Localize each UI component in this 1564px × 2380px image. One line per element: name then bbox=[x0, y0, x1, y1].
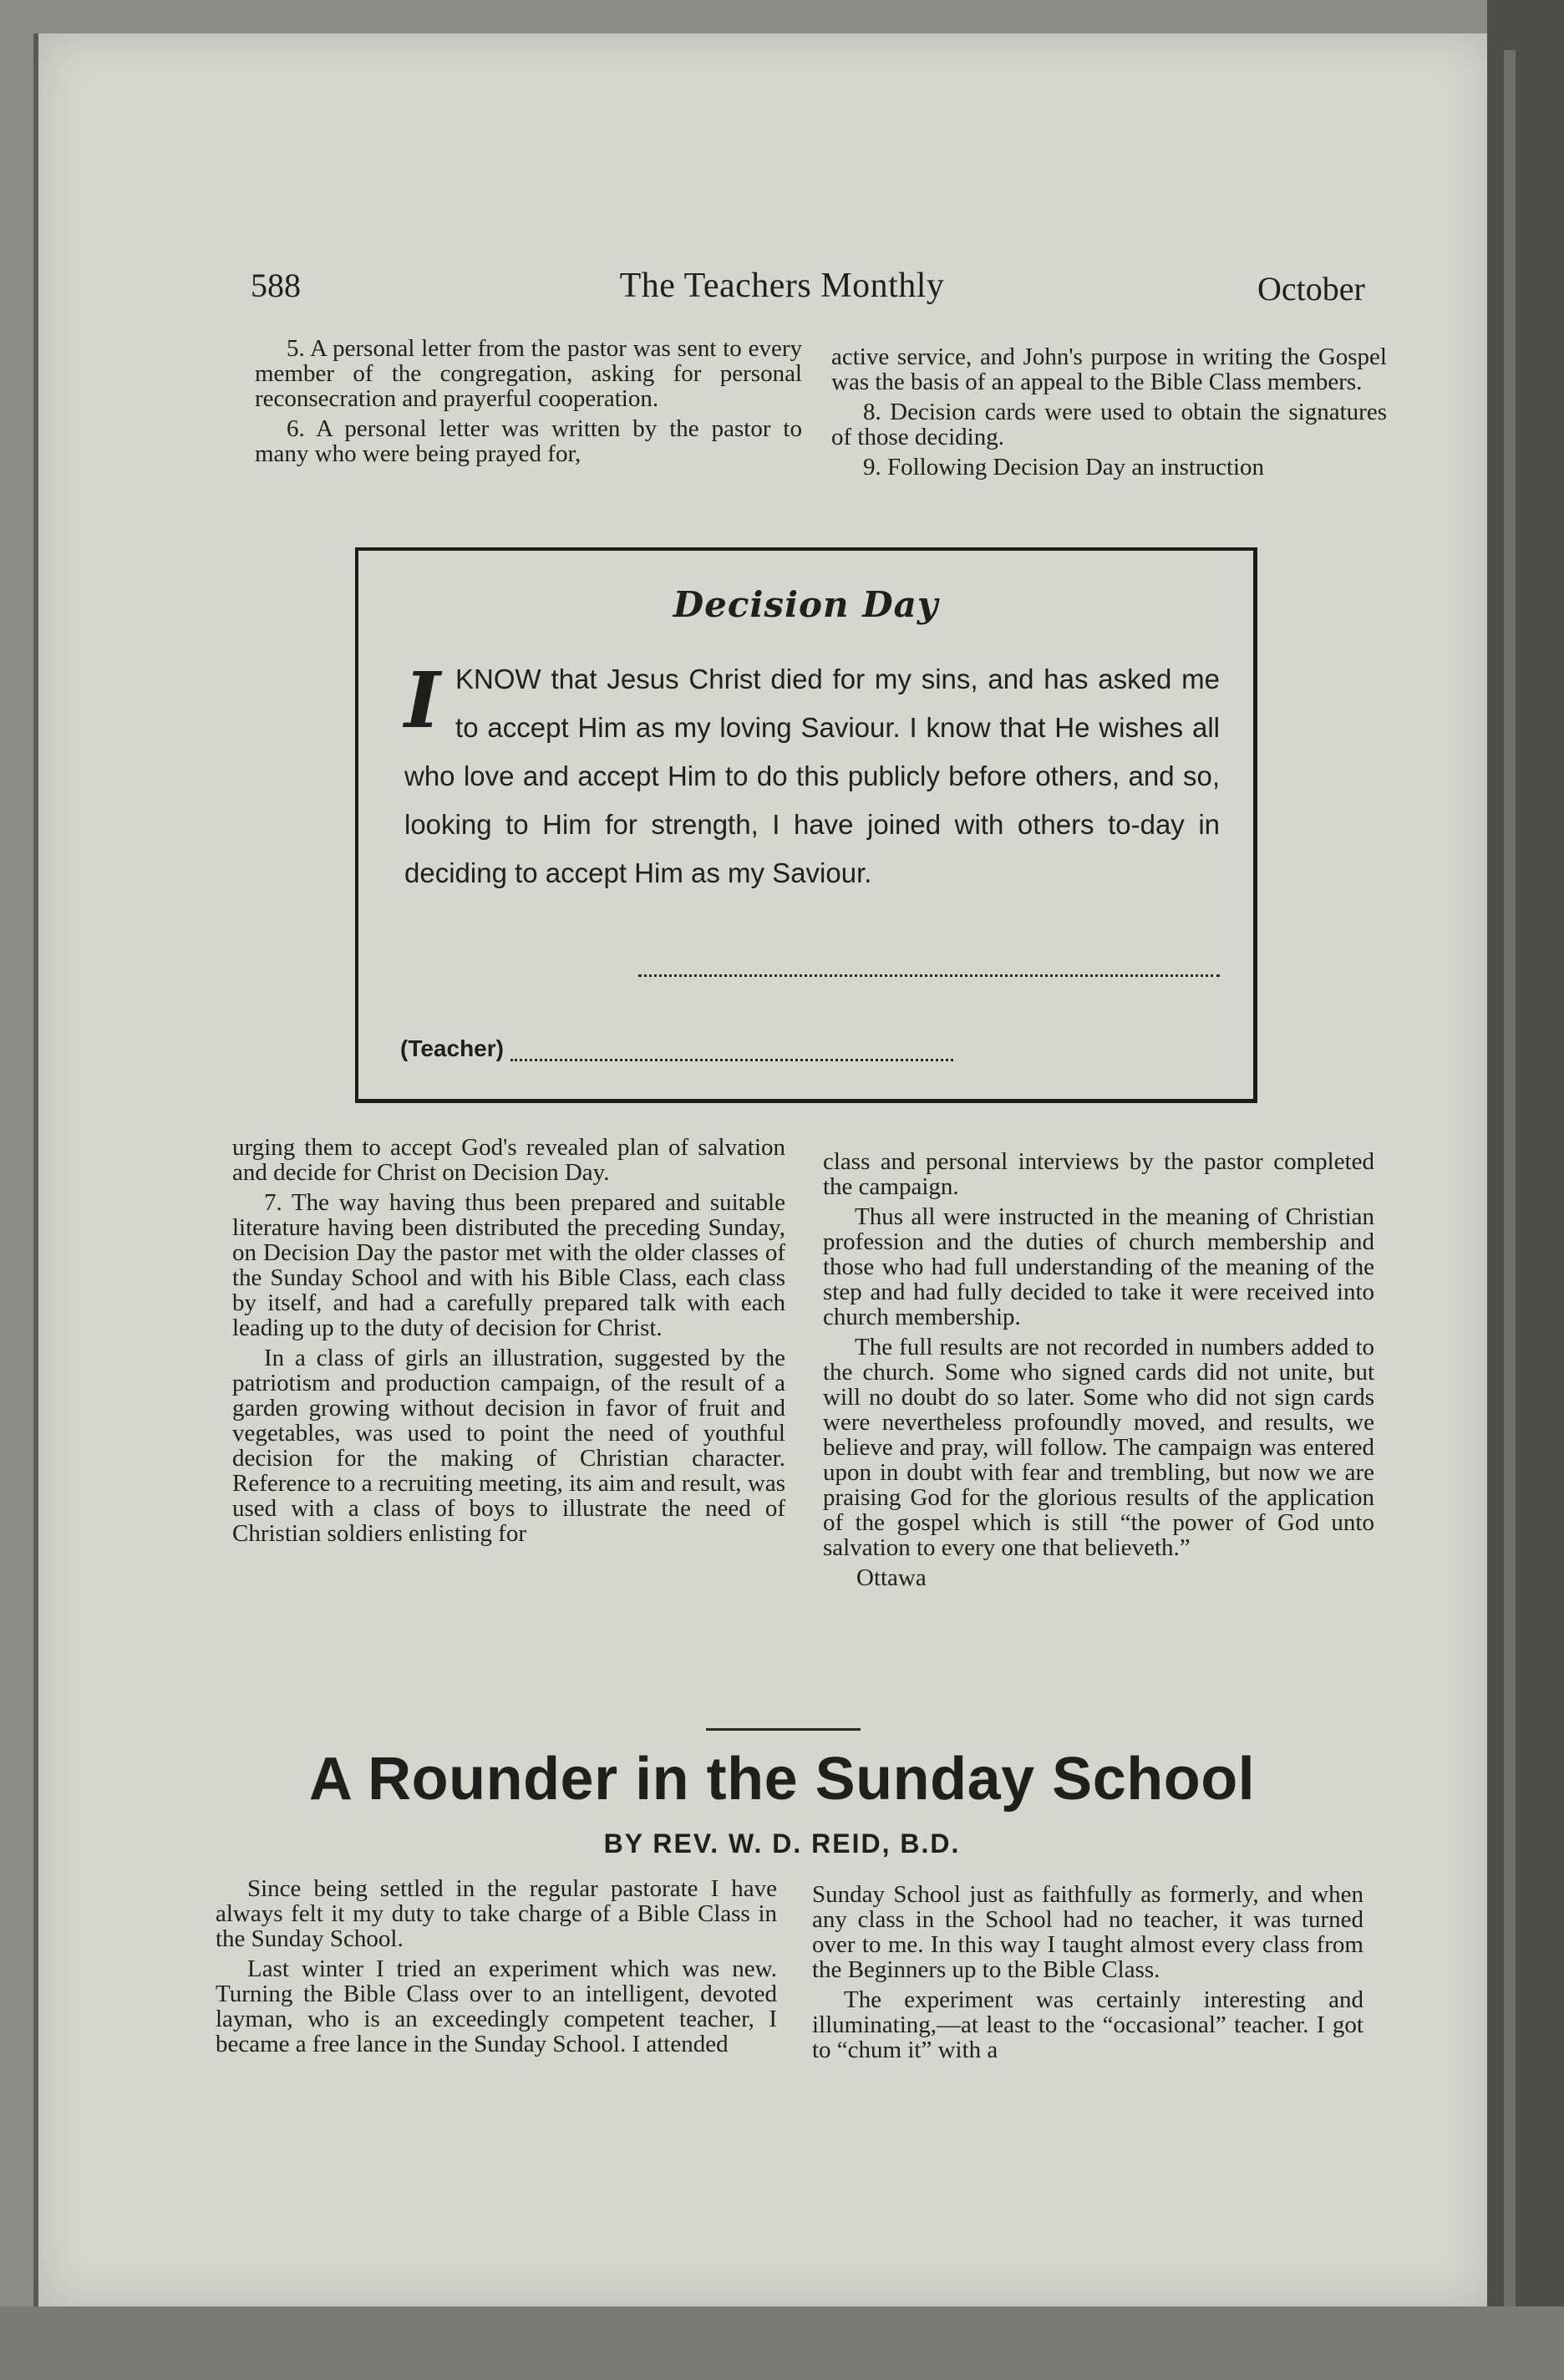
place-signoff: Ottawa bbox=[856, 1564, 927, 1591]
teacher-label: (Teacher) bbox=[400, 1035, 504, 1061]
paragraph: Since being settled in the regular pastorate I have always felt it my duty to take charge of a Bible Class in the Sunday School. bbox=[216, 1875, 777, 1952]
card-title: Decision Day bbox=[673, 584, 939, 625]
paragraph: active service, and John's purpose in writing the Gospel was the basis of an appeal to the Bible Class members. bbox=[831, 343, 1387, 395]
top-right-column bbox=[831, 344, 1387, 485]
running-header bbox=[0, 266, 1564, 316]
paragraph: class and personal interviews by the pastor completed the campaign. bbox=[823, 1148, 1374, 1200]
paragraph: 7. The way having thus been prepared and suitable literature having been distributed the preceding Sunday, on Decision Day the pastor met with the older classes of the Sunday School and with his Bible Class, each class by itself, and had a carefully prepared talk with each leading up to the duty of decision for Christ. bbox=[232, 1189, 785, 1341]
paragraph: 6. A personal letter was written by the pastor to many who were being prayed for, bbox=[255, 415, 802, 467]
article-title: A Rounder in the Sunday School bbox=[308, 1746, 1256, 1813]
paragraph: Thus all were instructed in the meaning of Christian profession and the duties of church membership and those who had full understanding of the meaning of the step and had fully decided to take it were received into church membership. bbox=[823, 1203, 1374, 1330]
paragraph: Sunday School just as faithfully as formerly, and when any class in the School had no teacher, it was turned over to me. In this way I taught almost every class from the Beginners up to the Bible Class. bbox=[812, 1881, 1363, 1983]
middle-left-column bbox=[232, 1135, 785, 1551]
bottom-left-column bbox=[216, 1876, 777, 2062]
bottom-right-column bbox=[812, 1882, 1363, 2067]
scan-bottom-margin bbox=[0, 2306, 1564, 2380]
paragraph: The experiment was certainly interesting and illuminating,—at least to the “occasional” teacher. I got to “chum it” with a bbox=[812, 1986, 1363, 2063]
top-left-column bbox=[255, 336, 802, 471]
paragraph: 8. Decision cards were used to obtain the signatures of those deciding. bbox=[831, 399, 1387, 450]
section-divider bbox=[706, 1728, 861, 1731]
page-binding-edge bbox=[1487, 0, 1564, 2380]
paragraph: The full results are not recorded in numbers added to the church. Some who signed cards did not unite, but will no doubt do so later. Some who did not sign cards were nevertheless profoundly moved, and results, we believe and pray, will follow. The campaign was entered upon in doubt with fear and trembling, but now we are praising God for the glorious results of the application of the gospel which is still “the power of God unto salvation to every one that believeth.” bbox=[823, 1334, 1374, 1561]
decision-card bbox=[355, 547, 1257, 1103]
teacher-signature-line bbox=[510, 1059, 953, 1061]
paragraph: 9. Following Decision Day an instruction bbox=[863, 454, 1265, 481]
publication-title: The Teachers Monthly bbox=[619, 267, 945, 305]
paragraph: In a class of girls an illustration, suggested by the patriotism and production campaign, of the result of a garden growing without decision in favor of fruit and vegetables, was used to point the need of youthful decision for the making of Christian character. Reference to a recruiting meeting, its aim and result, was used with a class of boys to illustrate the need of Christian soldiers enlisting for bbox=[232, 1345, 785, 1547]
article-byline: BY REV. W. D. REID, B.D. bbox=[603, 1828, 961, 1859]
binding-strip bbox=[1504, 50, 1516, 2306]
card-pledge-text bbox=[404, 655, 1220, 898]
middle-right-column bbox=[823, 1149, 1374, 1595]
signature-line bbox=[638, 973, 1220, 977]
page-number: 588 bbox=[251, 267, 301, 304]
paragraph: 5. A personal letter from the pastor was sent to every member of the congregation, asking for personal reconsecration and prayerful cooperation. bbox=[255, 335, 802, 412]
paragraph: Last winter I tried an experiment which was new. Turning the Bible Class over to an intelligent, devoted layman, who is an exceedingly competent teacher, I became a free lance in the Sunday School. I attended bbox=[216, 1955, 777, 2057]
pledge-text: KNOW that Jesus Christ died for my sins, and has asked me to accept Him as my loving Saviour. I know that He wishes all who love and accept Him to do this publicly before others, and so, looking to Him for strength, I have joined with others to-day in deciding to accept Him as my Saviour. bbox=[404, 664, 1220, 888]
issue-month: October bbox=[1257, 270, 1365, 308]
drop-cap: I bbox=[404, 655, 441, 745]
paragraph: urging them to accept God's revealed plan of salvation and decide for Christ on Decision Day. bbox=[232, 1134, 785, 1186]
